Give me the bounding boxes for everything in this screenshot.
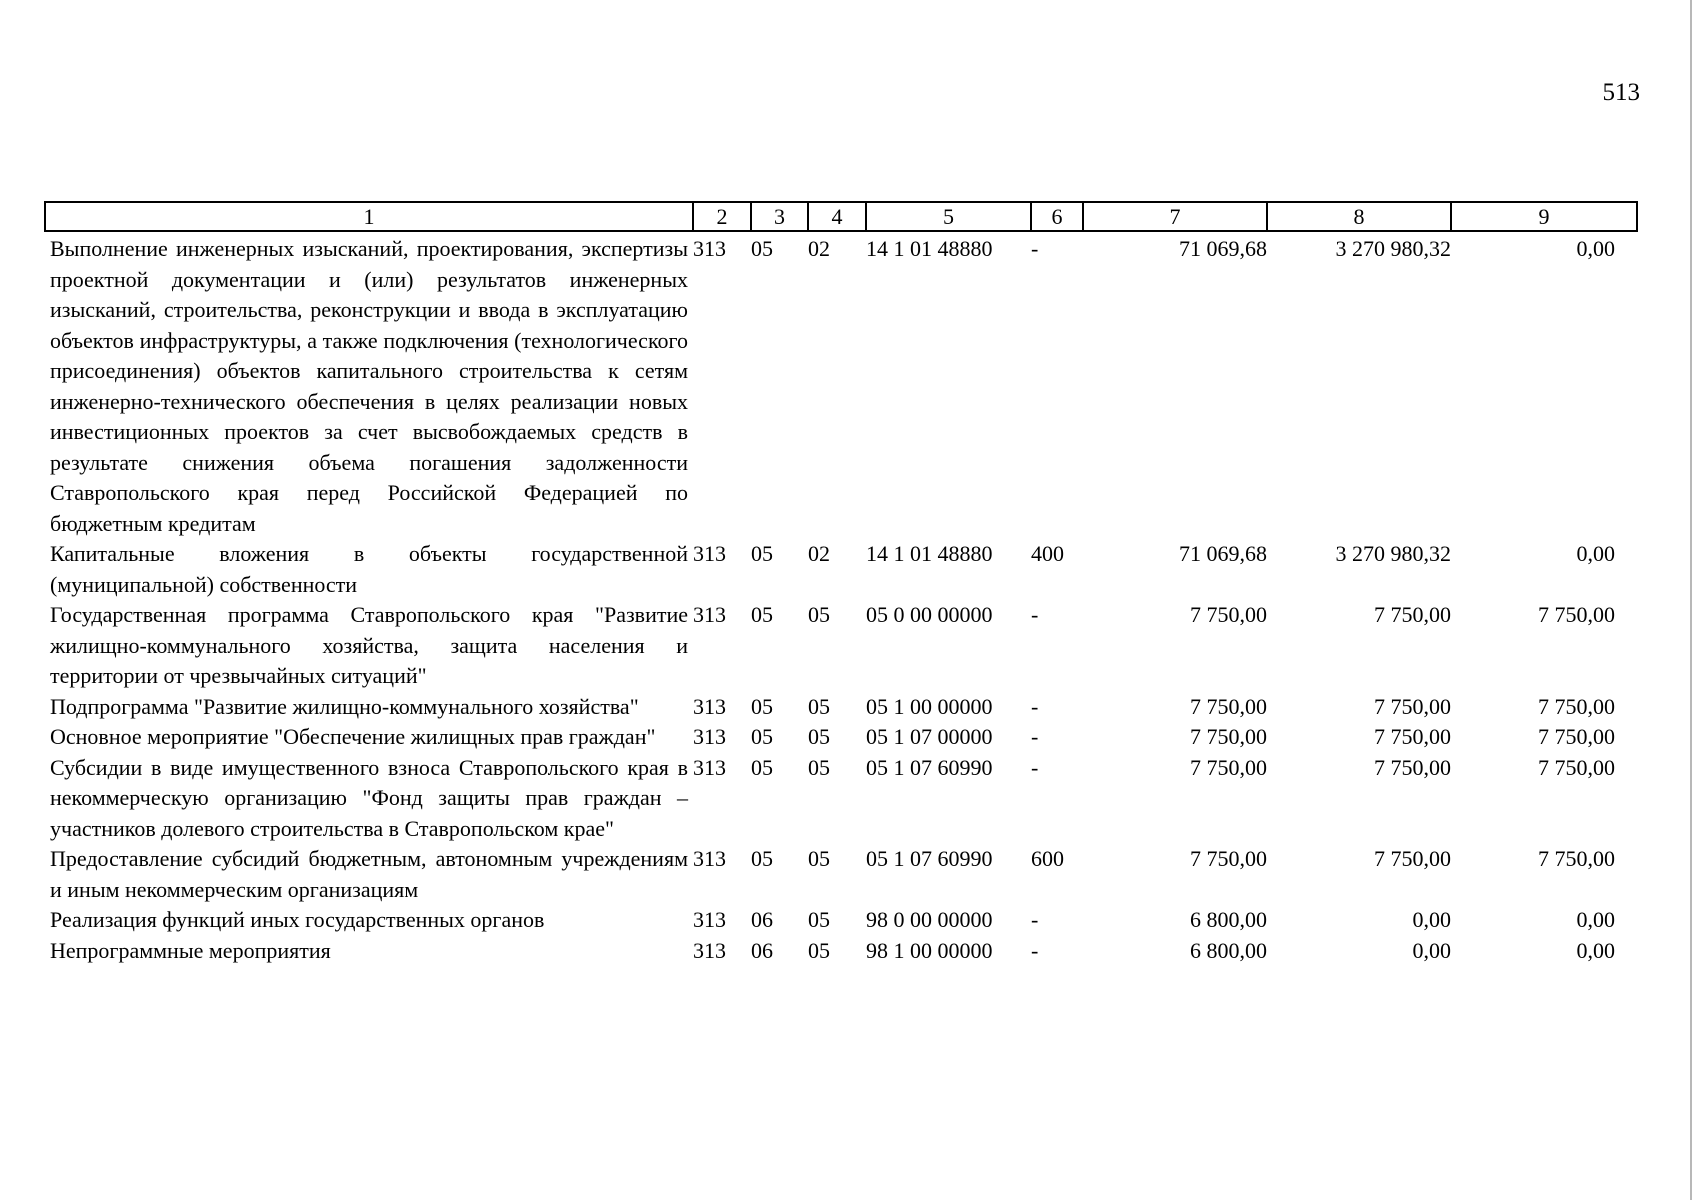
row-target-code: 05 1 07 00000 [866, 724, 993, 749]
row-amount-col9: 0,00 [1576, 937, 1615, 963]
row-amount-col9: 0,00 [1576, 541, 1615, 566]
row-amount-col7: 7 750,00 [1190, 693, 1267, 719]
row-subsection-code: 05 [808, 724, 830, 749]
page-number: 513 [1602, 79, 1640, 106]
row-amount-col7: 71 069,68 [1179, 541, 1267, 566]
row-target-code: 05 1 07 60990 [866, 846, 993, 871]
row-ministry-code: 313 [693, 907, 726, 932]
table-row [45, 231, 1637, 539]
table-row [45, 600, 1637, 692]
row-name: Подпрограмма "Развитие жилищно-коммунального хозяйства" [50, 693, 639, 719]
row-amount-col7: 71 069,68 [1179, 236, 1267, 261]
row-amount-col8: 7 750,00 [1374, 693, 1451, 719]
header-col-5: 5 [866, 202, 1031, 231]
row-expense-type: 400 [1031, 541, 1064, 566]
row-amount-col8: 7 750,00 [1374, 754, 1451, 780]
header-col-7: 7 [1083, 202, 1267, 231]
row-section-code: 05 [751, 724, 773, 749]
row-target-code: 14 1 01 48880 [866, 541, 993, 566]
row-ministry-code: 313 [693, 937, 726, 963]
row-target-code: 98 1 00 00000 [866, 937, 993, 963]
header-col-1: 1 [45, 202, 693, 231]
table-row [45, 905, 1637, 936]
row-expense-type: - [1031, 937, 1039, 963]
row-subsection-code: 05 [808, 693, 830, 719]
row-expense-type: - [1031, 602, 1039, 627]
row-ministry-code: 313 [693, 602, 726, 627]
row-target-code: 98 0 00 00000 [866, 907, 993, 932]
table-row [45, 844, 1637, 905]
row-amount-col9: 0,00 [1576, 907, 1615, 932]
row-amount-col7: 7 750,00 [1190, 846, 1267, 871]
row-amount-col7: 7 750,00 [1190, 754, 1267, 780]
row-ministry-code: 313 [693, 754, 726, 780]
row-section-code: 05 [751, 693, 773, 719]
row-amount-col9: 7 750,00 [1538, 602, 1615, 627]
row-amount-col7: 6 800,00 [1190, 937, 1267, 963]
row-subsection-code: 05 [808, 937, 830, 963]
row-name: Реализация функций иных государственных органов [50, 907, 545, 932]
table-row [45, 753, 1637, 845]
row-amount-col9: 7 750,00 [1538, 754, 1615, 780]
row-amount-col9: 7 750,00 [1538, 846, 1615, 871]
header-col-2: 2 [693, 202, 751, 231]
row-expense-type: - [1031, 754, 1039, 780]
row-expense-type: - [1031, 236, 1039, 261]
row-ministry-code: 313 [693, 724, 726, 749]
row-amount-col7: 7 750,00 [1190, 724, 1267, 749]
table-row [45, 539, 1637, 600]
row-subsection-code: 02 [808, 541, 830, 566]
row-expense-type: - [1031, 693, 1039, 719]
row-ministry-code: 313 [693, 693, 726, 719]
scan-edge-line [1690, 0, 1692, 1200]
row-section-code: 06 [751, 937, 773, 963]
table-header-row [45, 202, 1637, 231]
row-target-code: 14 1 01 48880 [866, 236, 993, 261]
row-section-code: 05 [751, 754, 773, 780]
row-amount-col8: 7 750,00 [1374, 846, 1451, 871]
header-col-9: 9 [1451, 202, 1637, 231]
row-amount-col8: 7 750,00 [1374, 724, 1451, 749]
row-amount-col9: 7 750,00 [1538, 693, 1615, 719]
row-name: Капитальные вложения в объекты государственной (муниципальной) собственности [50, 541, 688, 597]
row-name: Основное мероприятие "Обеспечение жилищных прав граждан" [50, 724, 656, 749]
row-subsection-code: 05 [808, 907, 830, 932]
row-ministry-code: 313 [693, 541, 726, 566]
table-row [45, 692, 1637, 723]
row-section-code: 05 [751, 602, 773, 627]
row-amount-col8: 3 270 980,32 [1335, 236, 1451, 261]
row-name: Выполнение инженерных изысканий, проектирования, экспертизы проектной документации и (или) результатов инженерных изысканий, строительства, реконструкции и ввода в эксплуатацию объектов инфраструктуры, а также подключения (технологического присоединения) объектов капитального строительства к сетям инженерно-технического обеспечения в целях реализации новых инвестиционных проектов за счет высвобождаемых средств в результате снижения объема погашения задолженности Ставропольского края перед Российской Федерацией по бюджетным кредитам [50, 236, 688, 536]
row-subsection-code: 05 [808, 846, 830, 871]
table-row [45, 936, 1637, 967]
row-name: Государственная программа Ставропольского края "Развитие жилищно-коммунального хозяйства, защита населения и территории от чрезвычайных ситуаций" [50, 602, 688, 688]
row-section-code: 05 [751, 236, 773, 261]
row-target-code: 05 1 00 00000 [866, 693, 993, 719]
table-row [45, 722, 1637, 753]
row-name: Предоставление субсидий бюджетным, автономным учреждениям и иным некоммерческим организациям [50, 846, 688, 902]
header-col-8: 8 [1267, 202, 1451, 231]
row-expense-type: - [1031, 907, 1039, 932]
header-col-4: 4 [808, 202, 866, 231]
row-expense-type: 600 [1031, 846, 1064, 871]
row-amount-col8: 7 750,00 [1374, 602, 1451, 627]
row-amount-col9: 0,00 [1576, 236, 1615, 261]
row-ministry-code: 313 [693, 236, 726, 261]
row-amount-col9: 7 750,00 [1538, 724, 1615, 749]
table-body [45, 231, 1637, 966]
row-target-code: 05 1 07 60990 [866, 754, 993, 780]
row-subsection-code: 02 [808, 236, 830, 261]
row-expense-type: - [1031, 724, 1039, 749]
row-ministry-code: 313 [693, 846, 726, 871]
row-section-code: 06 [751, 907, 773, 932]
row-amount-col7: 6 800,00 [1190, 907, 1267, 932]
header-col-3: 3 [751, 202, 808, 231]
row-subsection-code: 05 [808, 602, 830, 627]
header-col-6: 6 [1031, 202, 1083, 231]
row-name: Непрограммные мероприятия [50, 937, 331, 963]
row-section-code: 05 [751, 846, 773, 871]
row-name: Субсидии в виде имущественного взноса Ставропольского края в некоммерческую организацию "Фонд защиты прав граждан – участников долевого строительства в Ставропольском крае" [50, 754, 688, 841]
row-amount-col7: 7 750,00 [1190, 602, 1267, 627]
row-amount-col8: 3 270 980,32 [1335, 541, 1451, 566]
row-section-code: 05 [751, 541, 773, 566]
row-amount-col8: 0,00 [1412, 937, 1451, 963]
budget-table [44, 201, 1638, 966]
row-amount-col8: 0,00 [1412, 907, 1451, 932]
row-target-code: 05 0 00 00000 [866, 602, 993, 627]
row-subsection-code: 05 [808, 754, 830, 780]
